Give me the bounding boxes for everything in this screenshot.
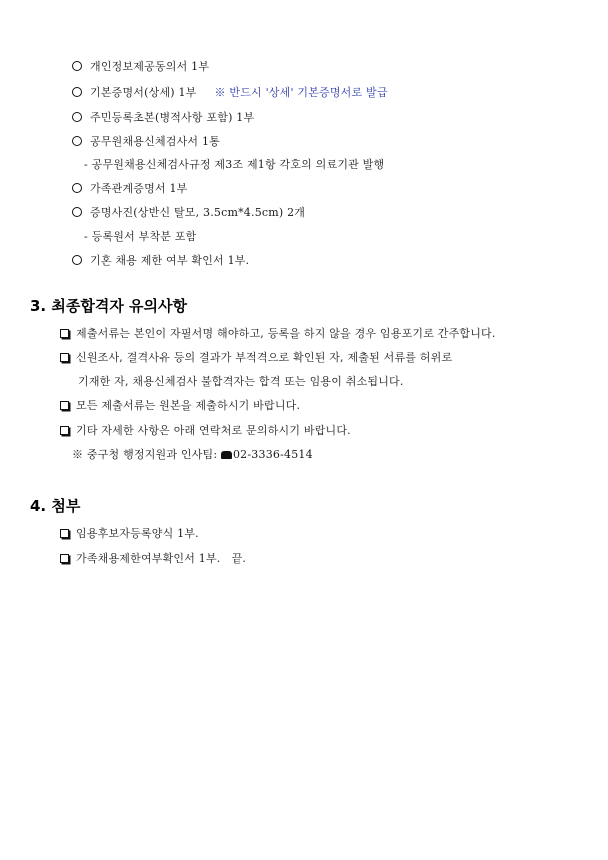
circle-bullet-icon	[72, 112, 82, 122]
item-text: 임용후보자등록양식 1부.	[76, 527, 199, 540]
contact-phone: 02-3336-4514	[232, 448, 313, 461]
section-heading: 4. 첨부	[30, 497, 81, 515]
square-bullet-icon	[60, 554, 69, 563]
list-item	[60, 398, 300, 414]
item-subtext: - 공무원채용신체검사규정 제3조 제1항 각호의 의료기관 발행	[84, 158, 385, 171]
item-text: 제출서류는 본인이 자필서명 해야하고, 등록을 하지 않을 경우 임용포기로 간주합니다.	[76, 327, 496, 340]
square-bullet-icon	[60, 353, 69, 362]
square-bullet-icon	[60, 529, 69, 538]
list-item	[60, 326, 496, 342]
item-text: 모든 제출서류는 원본을 제출하시기 바랍니다.	[76, 399, 301, 412]
square-bullet-icon	[60, 401, 69, 410]
list-item	[72, 181, 188, 197]
list-item	[72, 59, 209, 75]
section-heading: 3. 최종합격자 유의사항	[30, 297, 187, 315]
list-item	[60, 526, 199, 542]
item-text: 개인정보제공동의서 1부	[90, 60, 210, 73]
item-text: 기본증명서(상세) 1부	[90, 86, 197, 99]
list-item	[72, 110, 254, 126]
phone-icon	[221, 451, 232, 459]
contact-line	[72, 447, 313, 463]
item-continuation: 기재한 자, 채용신체검사 불합격자는 합격 또는 임용이 취소됩니다.	[78, 375, 404, 388]
list-item	[72, 205, 305, 221]
square-bullet-icon	[60, 329, 69, 338]
item-text: 주민등록초본(병적사항 포함) 1부	[90, 111, 255, 124]
item-subtext: - 등록원서 부착분 포함	[84, 230, 197, 243]
list-item	[72, 253, 249, 269]
circle-bullet-icon	[72, 61, 82, 71]
contact-prefix: ※ 중구청 행정지원과 인사팀:	[72, 448, 218, 461]
list-item	[72, 85, 388, 101]
circle-bullet-icon	[72, 207, 82, 217]
item-text: 신원조사, 결격사유 등의 결과가 부적격으로 확인된 자, 제출된 서류를 허위로	[76, 351, 453, 364]
square-bullet-icon	[60, 426, 69, 435]
item-text: 기혼 채용 제한 여부 확인서 1부.	[90, 254, 250, 267]
item-text: 공무원채용신체검사서 1통	[90, 135, 220, 148]
circle-bullet-icon	[72, 87, 82, 97]
item-note: ※ 반드시 '상세' 기본증명서로 발급	[214, 86, 388, 99]
list-item	[60, 350, 452, 366]
list-item	[60, 423, 351, 439]
circle-bullet-icon	[72, 255, 82, 265]
list-item	[60, 551, 246, 567]
item-text: 기타 자세한 사항은 아래 연락처로 문의하시기 바랍니다.	[76, 424, 351, 437]
item-text: 가족채용제한여부확인서 1부. 끝.	[76, 552, 247, 565]
item-text: 가족관계증명서 1부	[90, 182, 188, 195]
circle-bullet-icon	[72, 183, 82, 193]
circle-bullet-icon	[72, 136, 82, 146]
list-item	[72, 134, 220, 150]
item-text: 증명사진(상반신 탈모, 3.5cm*4.5cm) 2개	[90, 206, 306, 219]
